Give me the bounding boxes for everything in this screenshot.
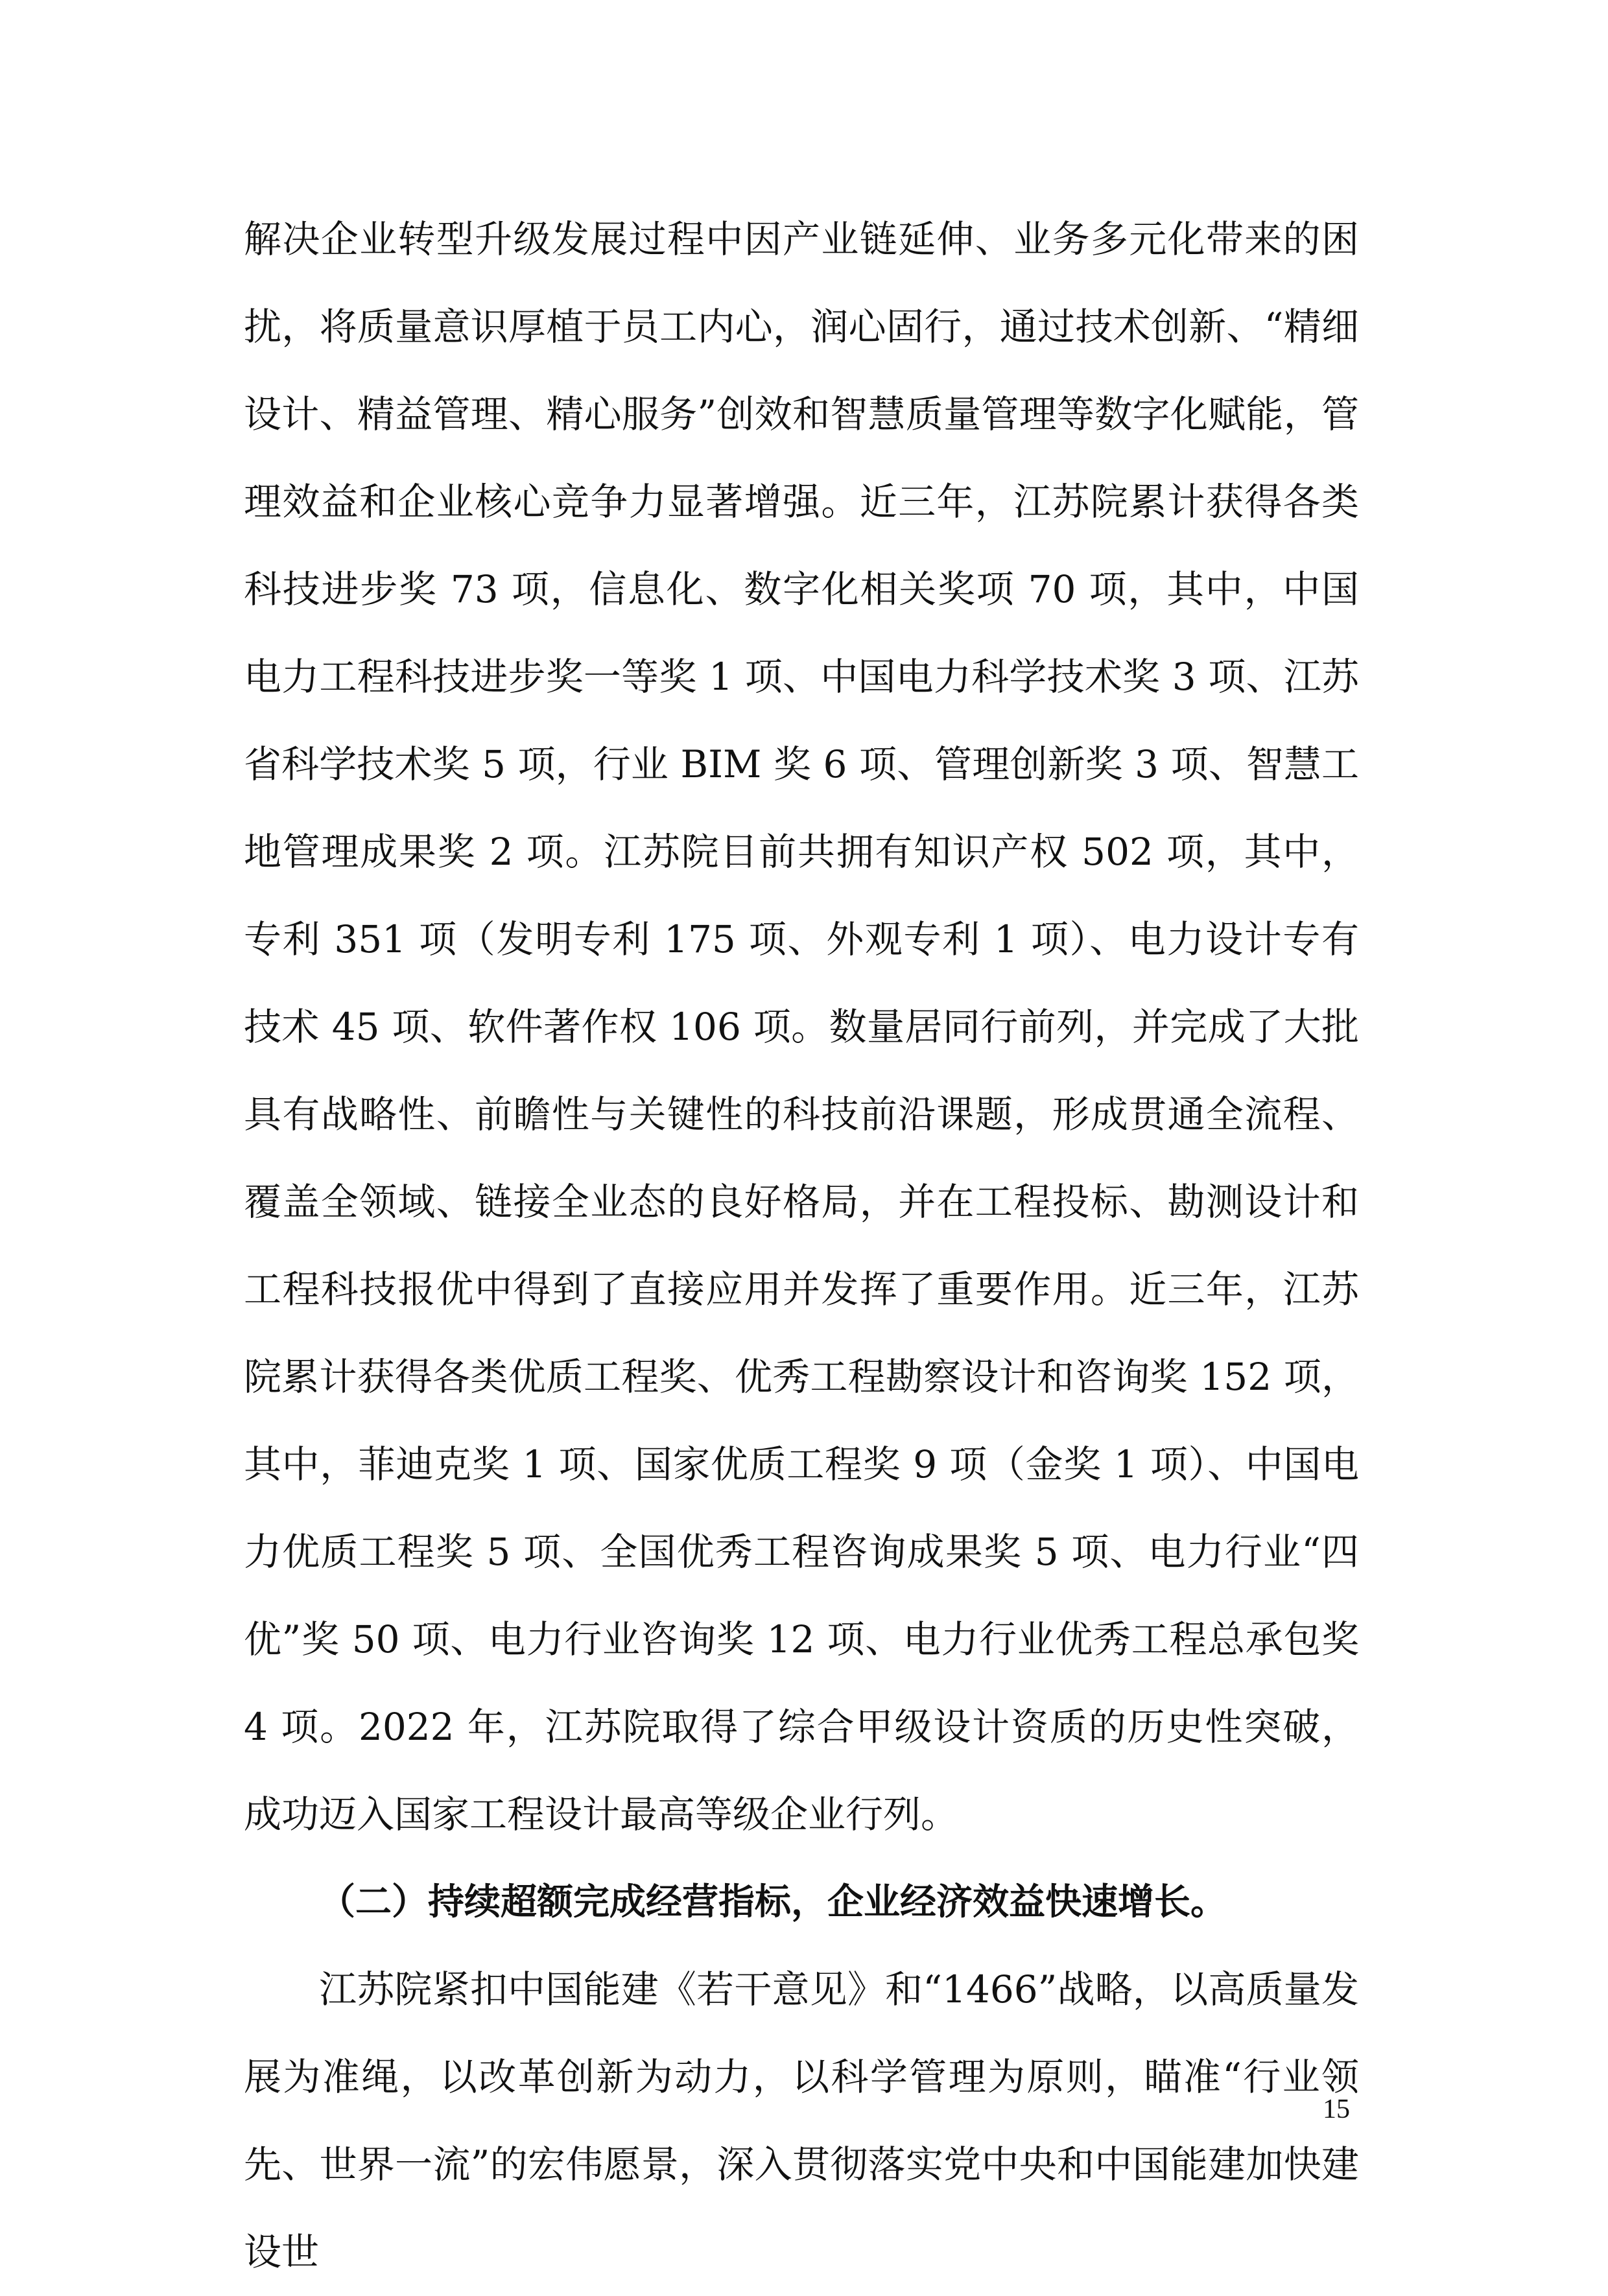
paragraph-achievements: 解决企业转型升级发展过程中因产业链延伸、业务多元化带来的困扰，将质量意识厚植于员工内心，润心固行，通过技术创新、“精细设计、精益管理、精心服务”创效和智慧质量管理等数字化赋能，管理效益和企业核心竞争力显著增强。近三年，江苏院累计获得各类科技进步奖 73 项，信息化、数字化相关奖项 70 项，其中，中国电力工程科技进步奖一等奖 1 项、中国电力科学技术奖 3 项、江苏省科学技术奖 5 项，行业 BIM 奖 6 项、管理创新奖 3 项、智慧工地管理成果奖 2 项。江苏院目前共拥有知识产权 502 项，其中，专利 351 项（发明专利 175 项、外观专利 1 项）、电力设计专有技术 45 项、软件著作权 106 项。数量居同行前列，并完成了大批具有战略性、前瞻性与关键性的科技前沿课题，形成贯通全流程、覆盖全领域、链接全业态的良好格局，并在工程投标、勘测设计和工程科技报优中得到了直接应用并发挥了重要作用。近三年，江苏院累计获得各类优质工程奖、优秀工程勘察设计和咨询奖 152 项，其中，菲迪克奖 1 项、国家优质工程奖 9 项（金奖 1 项）、中国电力优质工程奖 5 项、全国优秀工程咨询成果奖 5 项、电力行业“四优”奖 50 项、电力行业咨询奖 12 项、电力行业优秀工程总承包奖 4 项。2022 年，江苏院取得了综合甲级设计资质的历史性突破，成功迈入国家工程设计最高等级企业行列。	[244, 217, 1359, 1836]
section-heading: （二）持续超额完成经营指标，企业经济效益快速增长。	[319, 1881, 1227, 1923]
paragraph-strategy: 江苏院紧扣中国能建《若干意见》和“1466”战略，以高质量发展为准绳，以改革创新为动力，以科学管理为原则，瞄准“行业领先、世界一流”的宏伟愿景，深入贯彻落实党中央和中国能建加快建设世	[244, 1967, 1359, 2274]
body-text	[244, 196, 1359, 2296]
page-number: 15	[1323, 2094, 1350, 2124]
